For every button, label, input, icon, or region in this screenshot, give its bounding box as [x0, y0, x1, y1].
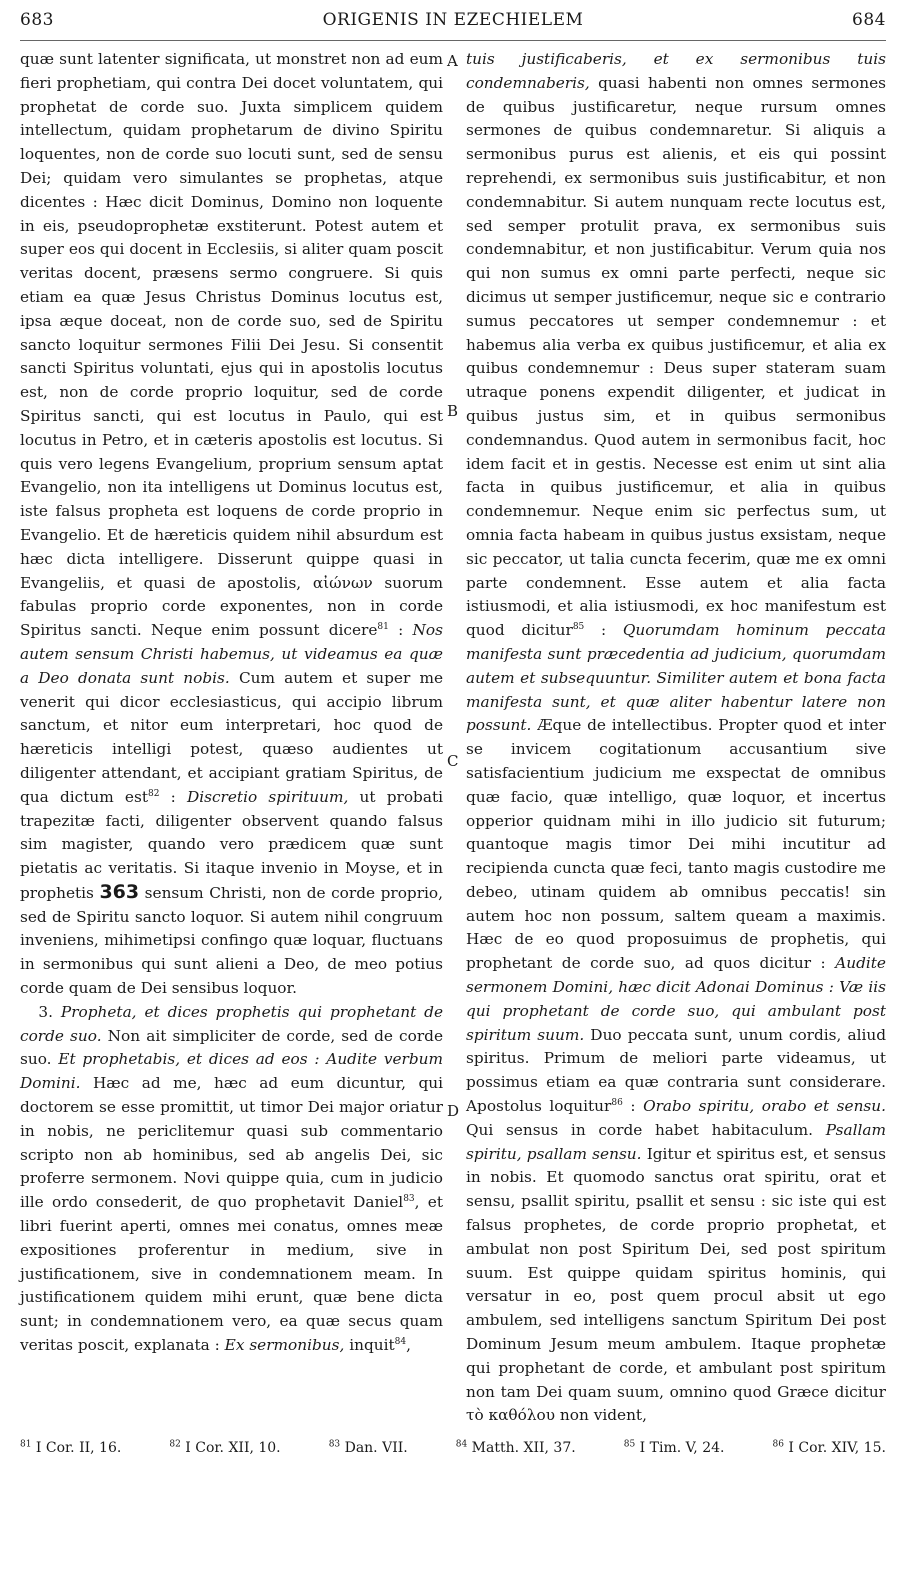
quotation: Ex sermonibus, [224, 1336, 345, 1355]
page-number-right: 684 [852, 10, 886, 30]
section-marker-c: C [447, 752, 459, 770]
footnote-ref: 84 [394, 1336, 407, 1347]
left-column [20, 48, 443, 1358]
right-column [466, 48, 886, 1428]
running-title: ORIGENIS IN EZECHIELEM [322, 10, 584, 30]
quotation: Psallam spiritu, psallam sensu. [466, 1120, 886, 1163]
header-rule [20, 40, 886, 41]
quotation: Et prophetabis, et dices ad eos : Audite verbum Domini. [20, 1050, 444, 1093]
footnote: $^{85}$ I Tim. V, 24. [623, 1439, 725, 1456]
section-marker-d: D [447, 1102, 460, 1120]
quotation: Discretio spirituum, [186, 787, 349, 806]
greek-word: αἰώνων [312, 573, 373, 592]
quotation: Quorumdam hominum peccata manifesta sunt præcedentia ad judicium, quorumdam autem et subsequuntur. Similiter autem et bona facta manifesta sunt, et quæ aliter habentur latere non possunt. [466, 621, 886, 735]
section-marker-b: B [447, 402, 459, 420]
greek-word: τὸ καθόλου [466, 1406, 556, 1425]
paragraph: 3. Propheta, et dices prophetis qui prophetant de corde suo. Non ait simpliciter de corde, sed de corde suo. Et prophetabis, et dices ad eos : Audite verbum Domini. Hæc ad me, hæc ad eum dicuntur, qui doctorem se esse promittit, ut timor Dei major oriatur in nobis, ne periclitemur quasi sub commentario scripto non ab hominibus, sed ab angelis Dei, sic proferre sermonem. Novi quippe quia, cum in judicio ille ordo consederit, de quo prophetavit Daniel$^{83}$, et libri fuerint aperti, omnes mei conatus, omnes meæ expositiones proferentur in medium, sive in justificationem, sive in condemnationem meam. In justificationem quidem mihi erunt, quæ bene dicta sunt; in condemnationem vero, ea quæ secus quam veritas poscit, explanata : Ex sermonibus, inquit$^{84}$, [20, 1002, 444, 1355]
footnote-ref: 81 [377, 622, 389, 633]
footnote: $^{81}$ I Cor. II, 16. [20, 1439, 122, 1456]
footnotes [20, 1440, 886, 1456]
quotation: Nos autem sensum Christi habemus, ut videamus ea quæ a Deo donata sunt nobis. [20, 621, 443, 687]
page-number-left: 683 [20, 10, 54, 30]
paragraph: tuis justificaberis, et ex sermonibus tuis condemnaberis, quasi habenti non omnes sermones de quibus justificaretur, neque rursum omnes sermones de quibus condemnaretur. Si aliquis a sermonibus purus est alienis, et eis qui possint reprehendi, ex sermonibus suis justificabitur, et non condemnabitur. Si autem nunquam recte locutus est, sed semper protulit prava, ex sermonibus suis condemnabitur, et non justificabitur. Verum quia nos qui non sumus ex omni parte perfecti, neque sic dicimus ut semper justificemur, neque sic e contrario sumus peccatores ut semper condemnemur : et habemus alia verba ex quibus justificemur, et alia ex quibus condemnemur : Deus super stateram suam utraque ponens expendit diligenter, et judicat in quibus justus sim, et in quibus sermonibus condemnandus. Quod autem in sermonibus facit, hoc idem facit et in gestis. Necesse est enim ut sint alia facta in quibus justificemur, et alia in quibus condemnemur. Neque enim sic perfectus sum, ut omnia facta habeam in quibus justus exsistam, neque sic peccator, ut talia cuncta fecerim, quæ me ex omni parte condemnent. Esse autem et alia facta istiusmodi, et alia istiusmodi, ex hoc manifestum est quod dicitur$^{85}$ : Quorumdam hominum peccata manifesta sunt præcedentia ad judicium, quorumdam autem et subsequuntur. Similiter autem et bona facta manifesta sunt, et quæ aliter habentur latere non possunt. Æque de intellectibus. Propter quod et inter se invicem cogitationum accusantium sive satisfacientium judicium me exspectat de omnibus quæ facio, quæ intelligo, quæ loquor, et incertus opperior quidnam mihi in illo judicio sit futurum; quantoque magis timor Dei mihi incutitur ad recipienda cuncta quæ feci, tanto magis custodire me debeo, utinam quidem ab omnibus peccatis! sin autem hoc non possum, saltem queam a maximis. Hæc de eo quod proposuimus de prophetis, qui prophetant de corde suo, ad quos dicitur : Audite sermonem Domini, hæc dicit Adonai Dominus : Væ iis qui prophetant de corde suo, qui ambulant post spiritum suum. Duo peccata sunt, unum cordis, aliud spiritus. Primum de meliori parte videamus, ut possimus etiam ea quæ contraria sunt considerare. Apostolus loquitur$^{86}$ : Orabo spiritu, orabo et sensu. Qui sensus in corde habet habitaculum. Psallam spiritu, psallam sensu. Igitur et spiritus est, et sensus in nobis. Et quomodo sanctus orat spiritu, orat et sensu, psallit spiritu, psallit et sensu : sic iste qui est falsus prophetes, de corde proprio prophetat, et ambulat non post Spiritum Dei, sed post spiritum suum. Est quippe quidam spiritus hominis, qui versatur in eo, post quem procul absit ut ego ambulem, sed intelligens sanctum Spiritum Dei post Dominum Jesum meum ambulem. Itaque prophetæ qui prophetant de corde, et ambulant post spiritum non tam Dei quam suum, omnino quod Græce dicitur τὸ καθόλου non vident, [466, 50, 886, 1425]
quotation: Propheta, et dices prophetis qui prophetant de corde suo. [20, 1002, 443, 1045]
quotation: tuis justificaberis, et ex sermonibus tuis condemnaberis, [466, 50, 886, 92]
running-header [20, 10, 886, 38]
column-number: 363 [99, 880, 140, 903]
paragraph-number: 3. [38, 1002, 53, 1021]
footnote-ref: 83 [403, 1194, 415, 1205]
footnote-ref: 86 [611, 1097, 623, 1108]
footnote: $^{82}$ I Cor. XII, 10. [169, 1439, 281, 1456]
section-marker-a: A [447, 52, 458, 70]
quotation: Orabo spiritu, orabo et sensu. [643, 1097, 886, 1116]
footnote: $^{83}$ Dan. VII. [328, 1439, 408, 1456]
footnote: $^{86}$ I Cor. XIV, 15. [772, 1439, 886, 1456]
footnote: $^{84}$ Matth. XII, 37. [455, 1439, 576, 1456]
footnote-ref: 85 [572, 622, 585, 633]
footnote-ref: 82 [147, 788, 160, 799]
paragraph: quæ sunt latenter significata, ut monstret non ad eum fieri prophetiam, qui contra Dei docet voluntatem, qui prophetat de corde suo. Juxta simplicem quidem intellectum, quidam prophetarum de divino Spiritu loquentes, non de corde suo locuti sunt, sed de sensu Dei; quidam vero simulantes se prophetas, atque dicentes : Hæc dicit Dominus, Domino non loquente in eis, pseudoprophetæ exstiterunt. Potest autem et super eos qui docent in Ecclesiis, si aliter quam poscit veritas docent, præsens sermo congruere. Si quis etiam ea quæ Jesus Christus Dominus locutus est, ipsa æque doceat, non de corde suo, sed de Spiritu sancto loquitur sermones Filii Dei Jesu. Si consentit sancti Spiritus voluntati, ejus qui in apostolis locutus est, non de corde proprio loquitur, sed de corde Spiritus sancti, qui est locutus in Paulo, qui est locutus in Petro, et in cæteris apostolis est locutus. Si quis vero legens Evangelium, proprium sensum aptat Evangelio, non ita intelligens ut Dominus locutus est, iste falsus propheta est loquens de corde proprio in Evangelio. Et de hæreticis quidem nihil absurdum est hæc dicta intelligere. Disserunt quippe quasi in Evangeliis, et quasi de apostolis, αἰώνων suorum fabulas proprio corde exponentes, non in corde Spiritus sancti. Neque enim possunt dicere$^{81}$ : Nos autem sensum Christi habemus, ut videamus ea quæ a Deo donata sunt nobis. Cum autem et super me venerit qui dicor ecclesiasticus, qui accipio librum sanctum, et nitor eum interpretari, hoc quod de hæreticis intelligi potest, quæso audientes ut diligenter attendant, et accipiant gratiam Spiritus, de qua dictum est$^{82}$ : Discretio spirituum, ut probati trapezitæ facti, diligenter observent quando falsus sim magister, quando vero prædicem quæ sunt pietatis ac veritatis. Si itaque invenio in Moyse, et in prophetis 363 sensum Christi, non de corde proprio, sed de Spiritu sancto loquor. Si autem nihil congruum inveniens, mihimetipsi confingo quæ loquar, fluctuans in sermonibus qui sunt alieni a Deo, de meo potius corde quam de Dei sensibus loquor. [20, 50, 444, 998]
quotation: Audite sermonem Domini, hæc dicit Adonai Dominus : Væ iis qui prophetant de corde suo, qui ambulant post spiritum suum. [466, 954, 886, 1044]
